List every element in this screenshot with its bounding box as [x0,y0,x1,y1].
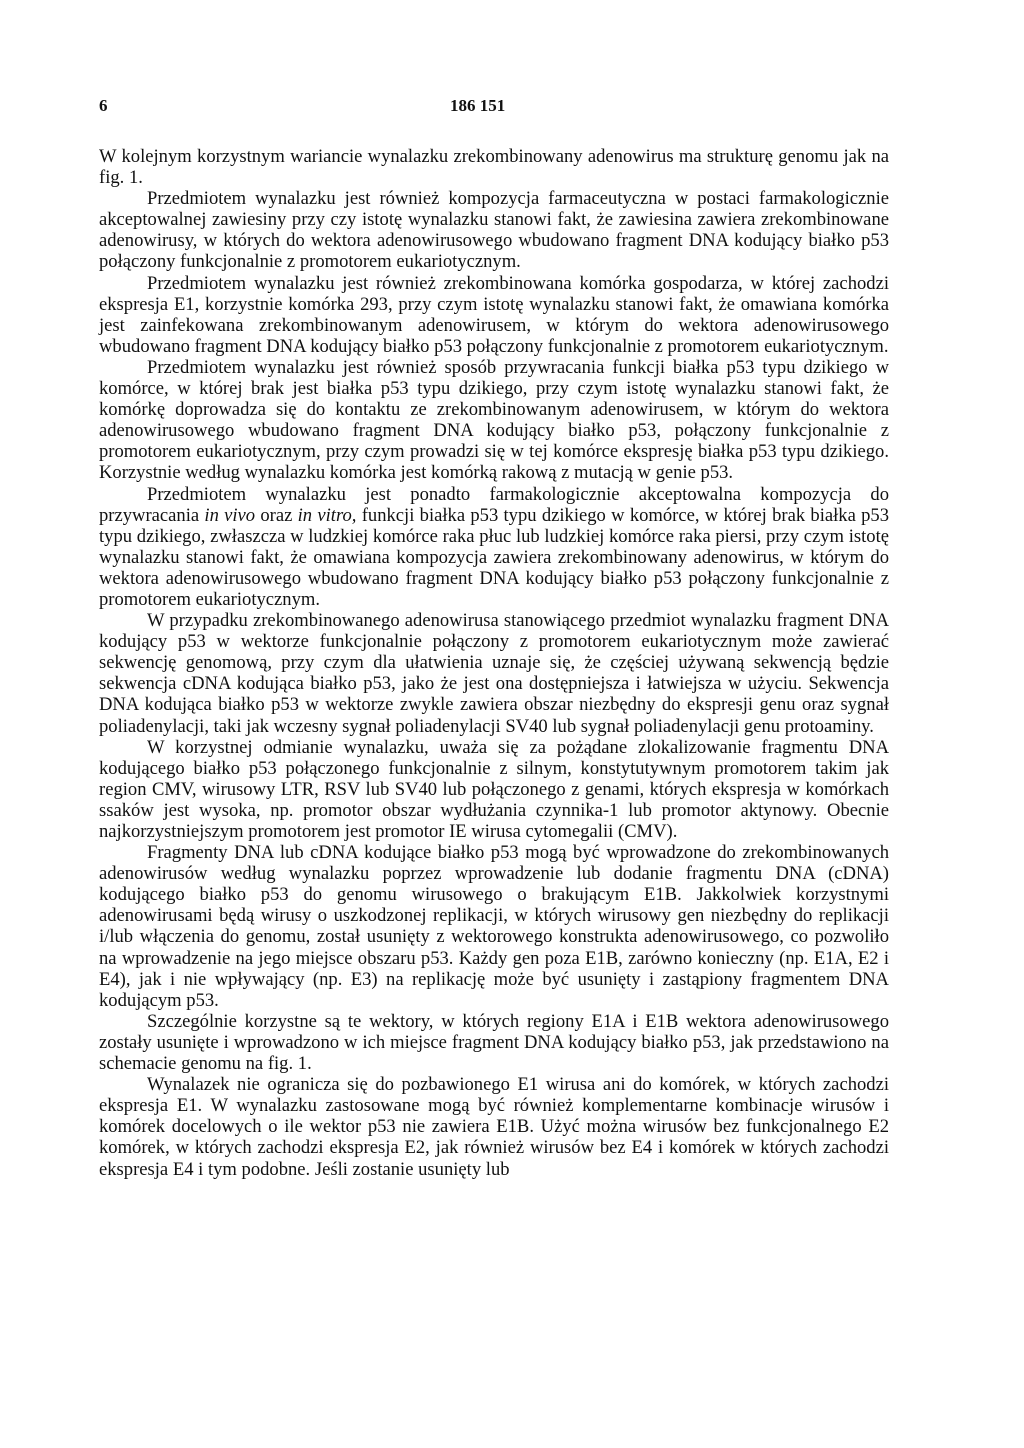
paragraph-text: oraz [255,504,298,526]
paragraph: W korzystnej odmianie wynalazku, uważa się za pożądane zlokalizowanie fragmentu DNA kodującego białko p53 połączonego funkcjonalnie z silnym, konstytutywnym promotorem takim jak region CMV, wirusowy LTR, RSV lub SV40 lub połączonego z genami, których ekspresja w komórkach ssaków jest wysoka, np. promotor obszar wydłużania czynnika-1 lub promotor aktynowy. Obecnie najkorzystniejszym promotorem jest promotor IE wirusa cytomegalii (CMV). [99,736,889,842]
page-number: 6 [99,96,108,115]
document-number: 186 151 [450,96,506,115]
body-text [99,146,889,1180]
paragraph: Przedmiotem wynalazku jest również kompozycja farmaceutyczna w postaci farmakologicznie akceptowalnej zawiesiny przy czy istotę wynalazku stanowi fakt, że zawiesina zawiera zrekombinowane adenowirusy, w których do wektora adenowirusowego wbudowano fragment DNA kodujący białko p53 połączony funkcjonalnie z promotorem eukariotycznym. [99,188,889,273]
paragraph [99,484,889,611]
paragraph: Przedmiotem wynalazku jest również zrekombinowana komórka gospodarza, w której zachodzi ekspresja E1, korzystnie komórka 293, przy czym istotę wynalazku stanowi fakt, że omawiana komórka jest zainfekowana zrekombinowanym adenowirusem, w którym do wektora adenowirusowego wbudowano fragment DNA kodujący białko p53 połączony funkcjonalnie z promotorem eukariotycznym. [99,272,889,357]
paragraph: Wynalazek nie ogranicza się do pozbawionego E1 wirusa ani do komórek, w których zachodzi ekspresja E1. W wynalazku zastosowane mogą być również komplementarne kombinacje wirusów i komórek docelowych o ile wektor p53 nie zawiera E1B. Użyć można wirusów bez funkcjonalnego E2 komórek, w których zachodzi ekspresja E2, jak również wirusów bez E4 i komórek w których zachodzi ekspresja E4 i tym podobne. Jeśli zostanie usunięty lub [99,1074,889,1180]
paragraph: Przedmiotem wynalazku jest również sposób przywracania funkcji białka p53 typu dzikiego w komórce, w której brak jest białka p53 typu dzikiego, przy czym istotę wynalazku stanowi fakt, że komórkę doprowadza się do kontaktu ze zrekombinowanym adenowirusem, w którym do wektora adenowirusowego wbudowano fragment DNA kodujący białko p53, połączony funkcjonalnie z promotorem eukariotycznym, przy czym prowadzi się w tej komórce ekspresję białka p53 typu dzikiego. Korzystnie według wynalazku komórka jest komórką rakową z mutacją w genie p53. [99,356,889,484]
paragraph-text: funkcji białka p53 typu dzikiego w komórce, w której brak białka p53 typu dzikiego, zwłaszcza w ludzkiej komórce raka płuc lub ludzkiej komórce raka piersi, przy czym istotę wynalazku stanowi fakt, że omawiana kompozycja zawiera zrekombinowany adenowirus, w którym do wektora adenowirusowego wbudowano fragment DNA kodujący białko p53 połączony funkcjonalnie z promotorem eukariotycznym. [99,504,890,610]
italic-term: in vitro, [297,504,357,526]
paragraph: W kolejnym korzystnym wariancie wynalazku zrekombinowany adenowirus ma strukturę genomu jak na fig. 1. [99,146,889,189]
paragraph-text: Przedmiotem wynalazku jest ponadto farmakologicznie akceptowalna kompozycja do przywracania [99,483,889,526]
paragraph: Szczególnie korzystne są te wektory, w których regiony E1A i E1B wektora adenowirusowego zostały usunięte i wprowadzono w ich miejsce fragment DNA kodujący białko p53, jak przedstawiono na schemacie genomu na fig. 1. [99,1010,889,1075]
paragraph: Fragmenty DNA lub cDNA kodujące białko p53 mogą być wprowadzone do zrekombinowanych adenowirusów według wynalazku poprzez wprowadzenie lub dodanie fragmentu DNA (cDNA) kodującego białko p53 do genomu wirusowego o brakującym E1B. Jakkolwiek korzystnymi adenowirusami będą wirusy o uszkodzonej replikacji, w których wirusowy gen niezbędny do replikacji i/lub włączenia do genomu, został usunięty z wektorowego konstrukta adenowirusowego, co pozwoliło na wprowadzenie na jego miejsce obszaru p53. Każdy gen poza E1B, zarówno konieczny (np. E1A, E2 i E4), jak i nie wpływający (np. E3) na replikację może być usunięty i zastąpiony fragmentem DNA kodującym p53. [99,842,889,1011]
paragraph: W przypadku zrekombinowanego adenowirusa stanowiącego przedmiot wynalazku fragment DNA kodujący p53 w wektorze funkcjonalnie połączony z promotorem eukariotycznym może zawierać sekwencję genomową, przy czym dla ułatwienia uznaje się, że częściej używaną sekwencją będzie sekwencja cDNA kodująca białko p53, jako że jest ona dostępniejsza i łatwiejsza w użyciu. Sekwencja DNA kodująca białko p53 w wektorze zwykle zawiera obszar niezbędny do ekspresji genu oraz sygnał poliadenylacji, taki jak wczesny sygnał poliadenylacji SV40 lub sygnał poliadenylacji genu protoaminy. [99,610,889,737]
italic-term: in vivo [204,504,256,526]
